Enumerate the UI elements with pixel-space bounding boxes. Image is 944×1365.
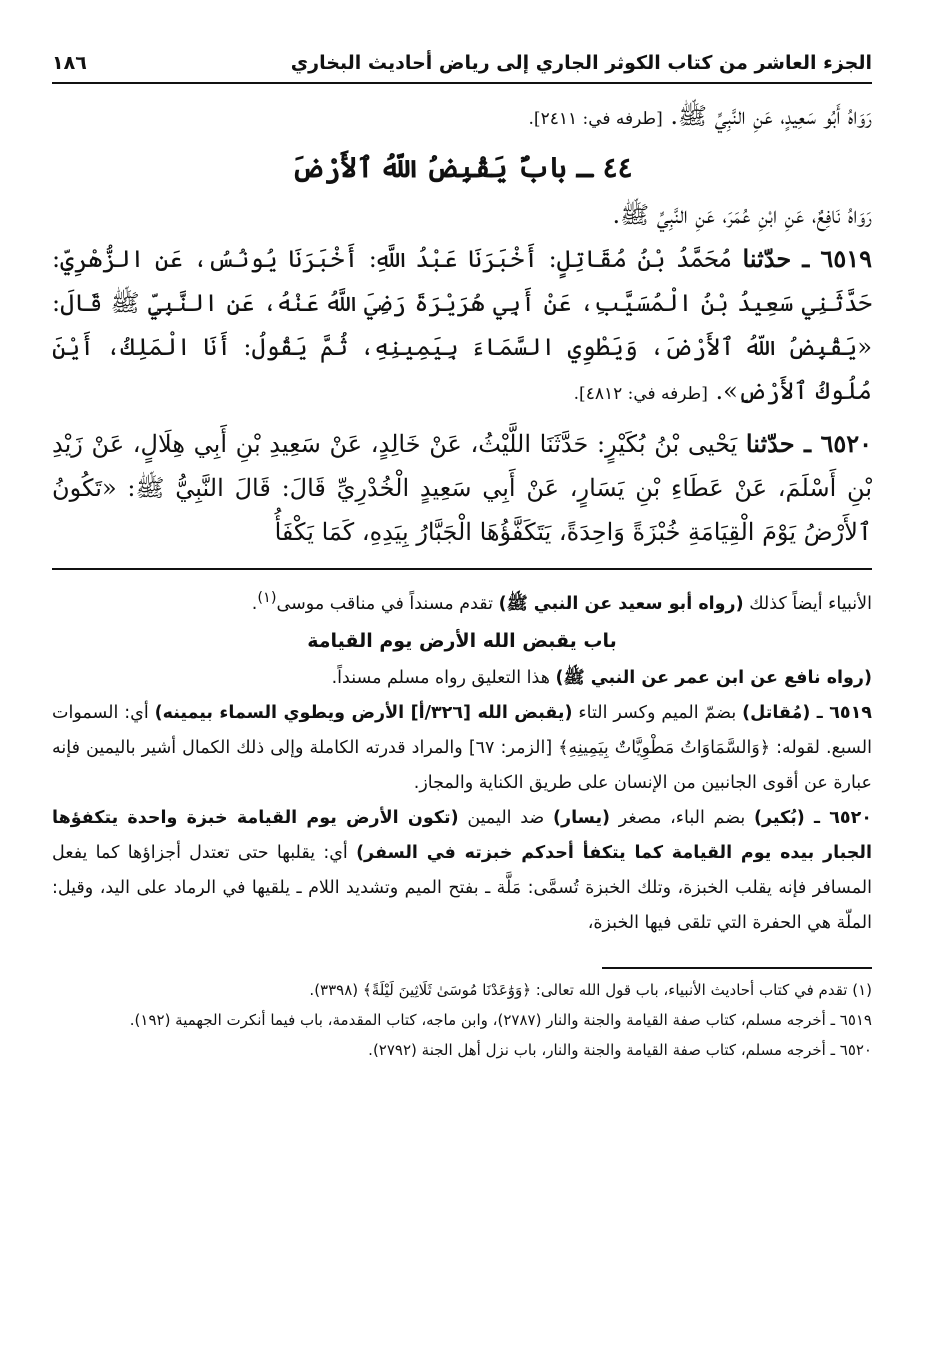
- hadith-6520: ٦٥٢٠ ـ حدّثنا يَحْيى بْنُ بُكَيْرٍ: حَدَّثَنَا اللَّيْثُ، عَنْ خَالِدٍ، عَنْ سَعِيدِ بْنِ أَبِي هِلَالٍ، عَنْ زَيْدِ بْنِ أَسْلَمَ، عَنْ عَطَاءِ بْنِ يَسَارٍ، عَنْ أَبِي سَعِيدٍ الْخُدْرِيِّ قَالَ: قَالَ النَّبِيُّ ﷺ: «تَكُونُ ٱلأَرْضُ يَوْمَ الْقِيَامَةِ خُبْزَةً وَاحِدَةً، يَتَكَفَّؤُهَا الْجَبَّارُ بِيَدِهِ، كَمَا يَكْفَأُ: [52, 429, 872, 546]
- hadith-number: ٦٥١٩ ـ حدّثنا: [742, 244, 872, 273]
- commentary-paragraph: ٦٥١٩ ـ (مُقاتل) بضمّ الميم وكسر التاء (يقبض الله [٣٢٦/أ] الأرض ويطوي السماء بيمينه) أي: السموات السبع. لقوله: ﴿وَالسَّمَاوَاتُ مَطْوِيَّاتٌ بِيَمِينِهِ﴾ [الزمر: ٦٧] والمراد قدرته الكاملة وإلى ذلك الكمال أشير باليمين فإنه عبارة عن أقوى الجانبين من الإنسان على طريق الكناية والمجاز.: [52, 702, 872, 793]
- footnote: ٦٥١٩ ـ أخرجه مسلم، كتاب صفة القيامة والجنة والنار (٢٧٨٧)، وابن ماجه، كتاب المقدمة، باب فيما أنكرت الجهمية (١٩٢).: [129, 1010, 872, 1029]
- running-header: [52, 52, 872, 84]
- hadith-number: ٦٥٢٠ ـ حدّثنا: [745, 429, 872, 458]
- footnotes: [52, 975, 872, 1065]
- commentary-paragraph: الأنبياء أيضاً كذلك (رواه أبو سعيد عن النبي ﷺ) تقدم مسنداً في مناقب موسى$^{(١)}$.: [251, 589, 872, 614]
- commentary-paragraph: (رواه نافع عن ابن عمر عن النبي ﷺ) هذا التعليق رواه مسلم مسنداً.: [331, 667, 872, 688]
- page-number: ١٨٦: [52, 52, 87, 74]
- footnote: (١) تقدم في كتاب أحاديث الأنبياء، باب قول الله تعالى: ﴿وَوَٰعَدْنَا مُوسَىٰ ثَلَاثِينَ لَيْلَةً﴾ (٣٣٩٨).: [309, 980, 872, 999]
- commentary-paragraph: ٦٥٢٠ ـ (بُكير) بضم الباء، مصغر (يسار) ضد اليمين (تكون الأرض يوم القيامة خبزة واحدة يتكفؤها الجبار بيده يوم القيامة كما يتكفأ أحدكم خبزته في السفر) أي: يقلبها حتى تعتدل أجزاؤها كما يفعل المسافر فإنه يقلب الخبزة، وتلك الخبزة تُسمَّى: مَلَّة ـ بفتح الميم وتشديد اللام ـ يلقيها في الرماد على اليد، وقيل: الملّة هي الحفرة التي تلقى فيها الخبزة،: [52, 807, 872, 933]
- cross-reference: [طرفه في: ٢٤١١].: [528, 109, 663, 129]
- hadith-text: [52, 94, 872, 554]
- commentary-chapter-title: باب يقبض الله الأرض يوم القيامة: [307, 629, 617, 652]
- cross-reference: [طرفه في: ٤٨١٢].: [573, 384, 708, 404]
- commentary: [52, 580, 872, 941]
- hadith-6519: ٦٥١٩ ـ حدّثنا مُحَمَّدُ بْنُ مُقَاتِلٍ: أَخْبَرَنَا عَبْدُ اللَّهِ: أَخْبَرَنَا يُونُسُ، عَنِ الزُّهْرِيِّ: حَدَّثَنِي سَعِيدُ بْنُ الْمُسَيَّبِ، عَنْ أَبِي هُرَيْرَةَ رَضِيَ اللَّهُ عَنْهُ، عَنِ النَّبِيِّ ﷺ قَالَ: «يَقْبِضُ اللّهُ ٱلأَرْضَ، وَيَطْوِي السَّمَاءَ بِيَمِينِهِ، ثُمَّ يَقُولُ: أَنَا الْمَلِكُ، أَيْنَ مُلُوكُ ٱلأَرْضِ». [طرفه في: ٤٨١٢].: [52, 244, 872, 405]
- chapter-title: ٤٤ ـ بابٌ يَقْبِضُ اللّهُ ٱلأَرْضَ: [291, 151, 633, 184]
- running-title: الجزء العاشر من كتاب الكوثر الجاري إلى رياض أحاديث البخاري: [290, 52, 872, 74]
- narration-abu-said: رَوَاهُ أَبُو سَعِيدٍ، عَنِ النَّبِيِّ ﷺ. [طرفه في: ٢٤١١].: [528, 102, 872, 130]
- footnote-marker: (١): [257, 589, 277, 606]
- section-divider: [52, 568, 872, 570]
- footnote: ٦٥٢٠ ـ أخرجه مسلم، كتاب صفة القيامة والجنة والنار، باب نزل أهل الجنة (٢٧٩٢).: [368, 1040, 872, 1059]
- narration-nafi: رَوَاهُ نَافِعٌ، عَنِ ابْنِ عُمَرَ، عَنِ النَّبِيِّ ﷺ.: [612, 201, 872, 229]
- footnote-rule: [602, 967, 872, 969]
- book-page: [52, 52, 872, 1065]
